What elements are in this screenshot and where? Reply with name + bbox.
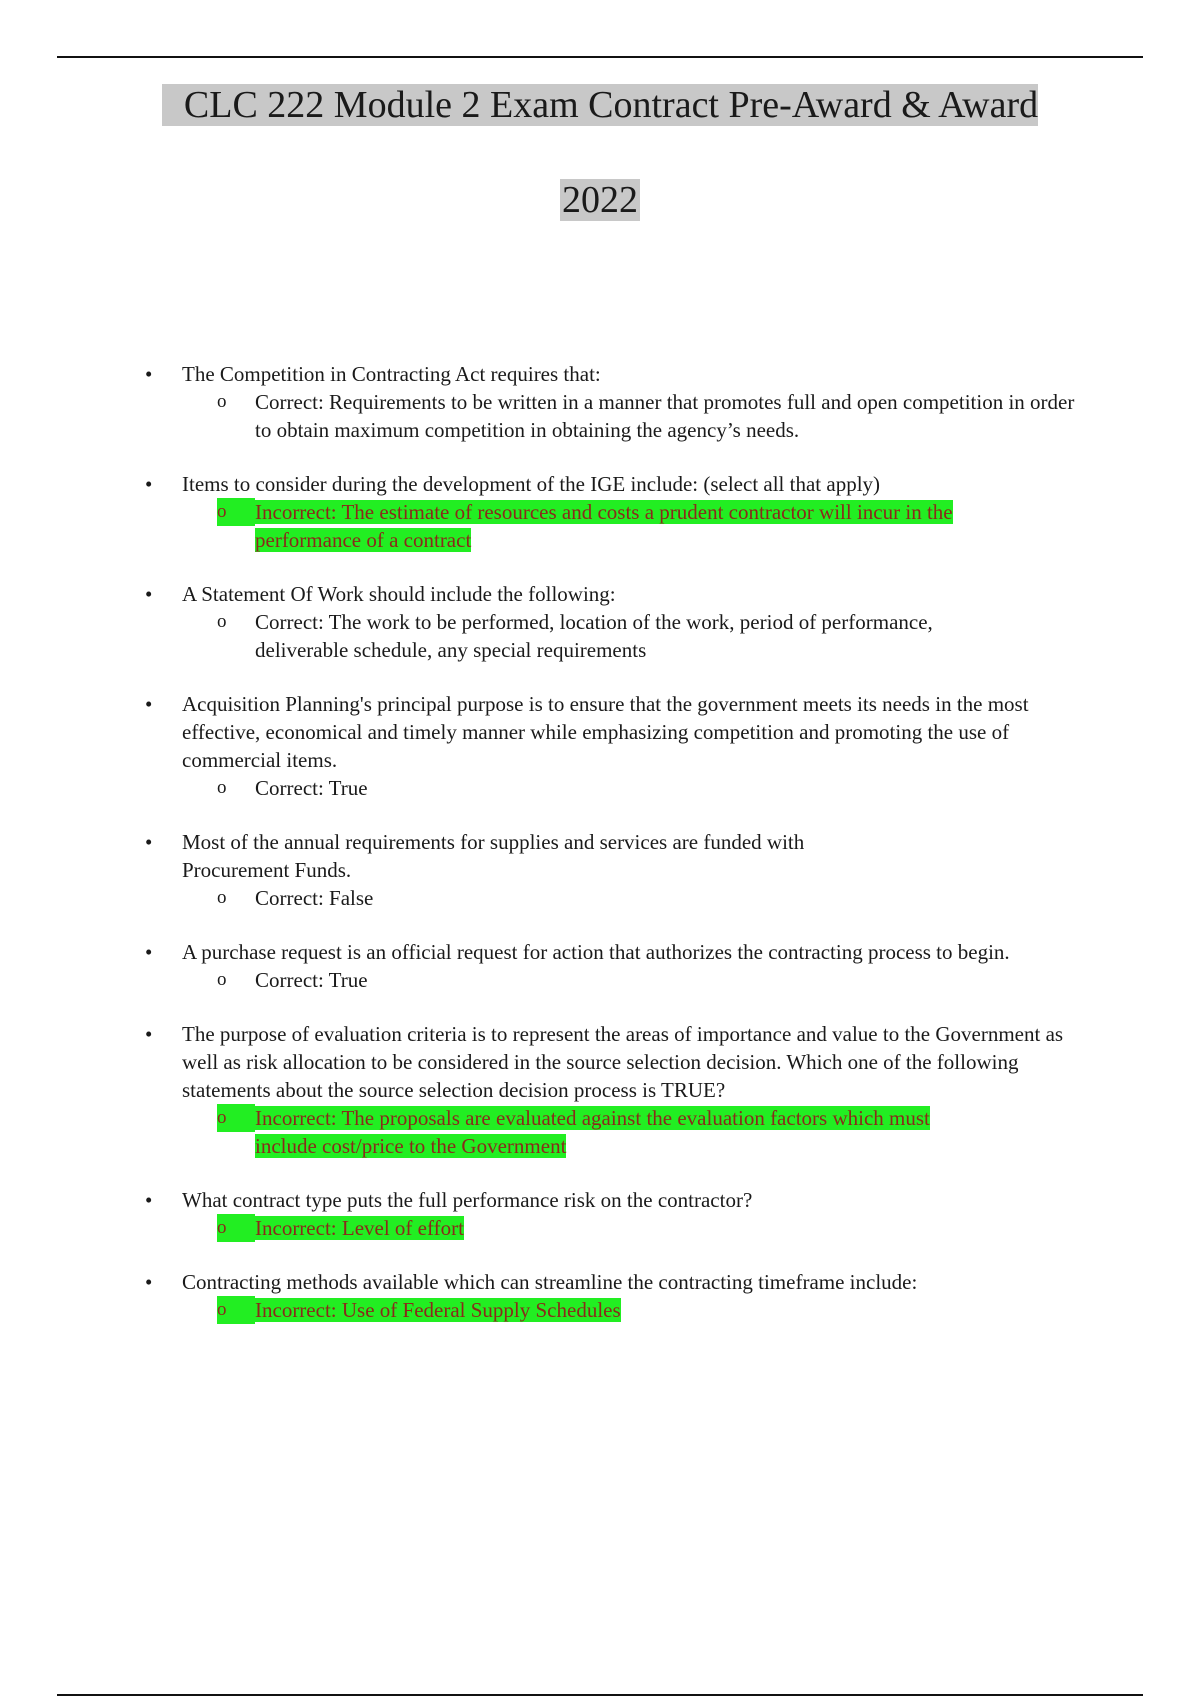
answer-correct (182, 884, 1075, 912)
question-item (145, 1020, 1075, 1160)
bullet-icon: • (145, 940, 153, 964)
bullet-icon: • (145, 362, 153, 386)
question-item (145, 580, 1075, 664)
sub-bullet-icon: o (217, 777, 227, 798)
answer-correct (182, 774, 1075, 802)
question-text: A Statement Of Work should include the following: (182, 582, 616, 606)
bottom-rule (57, 1694, 1143, 1696)
answer-correct (182, 388, 1075, 444)
question-item (145, 1186, 1075, 1242)
answer-incorrect (182, 1296, 1075, 1324)
bullet-icon: • (145, 692, 153, 716)
answer-correct (182, 966, 1075, 994)
question-item (145, 360, 1075, 444)
question-text: A purchase request is an official request for action that authorizes the contracting process to begin. (182, 940, 1010, 964)
answer-incorrect (182, 1214, 1075, 1242)
bullet-icon: • (145, 582, 153, 606)
sub-bullet-icon: o (217, 1296, 255, 1324)
question-item (145, 1268, 1075, 1324)
question-text: Items to consider during the development of the IGE include: (select all that apply) (182, 472, 881, 496)
answer-text: Correct: Requirements to be written in a manner that promotes full and open competition in order to obtain maximum competition in obtaining the agency’s needs. (255, 390, 1075, 442)
question-item (145, 690, 1075, 802)
answer-text: Correct: True (255, 776, 368, 800)
question-item (145, 470, 1075, 554)
answer-text: Correct: False (255, 886, 374, 910)
answer-text: Incorrect: The estimate of resources and costs a prudent contractor will incur in the performance of a contract (255, 500, 953, 552)
sub-bullet-icon: o (217, 391, 227, 412)
question-text: Acquisition Planning's principal purpose is to ensure that the government meets its needs in the most effective, economical and timely manner while emphasizing competition and promoting the use of commercial items. (182, 692, 1029, 772)
sub-bullet-icon: o (217, 1214, 255, 1242)
document-title-line-2: 2022 (562, 179, 638, 221)
document-title (0, 82, 1200, 128)
bullet-icon: • (145, 472, 153, 496)
question-text: What contract type puts the full performance risk on the contractor? (182, 1188, 753, 1212)
sub-bullet-icon: o (217, 887, 227, 908)
bullet-icon: • (145, 1270, 153, 1294)
sub-bullet-icon: o (217, 611, 227, 632)
answer-text: Correct: True (255, 968, 368, 992)
question-text: Most of the annual requirements for supplies and services are funded with Procurement Funds. (182, 830, 805, 882)
question-list (145, 360, 1075, 1324)
bullet-icon: • (145, 830, 153, 854)
answer-text: Incorrect: The proposals are evaluated against the evaluation factors which must include cost/price to the Government (255, 1106, 930, 1158)
document-title-line-1: CLC 222 Module 2 Exam Contract Pre-Award & Award (162, 84, 1038, 126)
answer-text: Incorrect: Level of effort (255, 1216, 464, 1240)
answer-text: Correct: The work to be performed, location of the work, period of performance, deliverable schedule, any special requirements (255, 610, 933, 662)
question-text: Contracting methods available which can streamline the contracting timeframe include: (182, 1270, 918, 1294)
question-item (145, 938, 1075, 994)
top-rule (57, 56, 1143, 58)
bullet-icon: • (145, 1188, 153, 1212)
answer-correct (182, 608, 955, 664)
question-item (145, 828, 1075, 912)
answer-incorrect (182, 1104, 995, 1160)
document-title-year (0, 177, 1200, 223)
answer-incorrect (182, 498, 1045, 554)
answer-text: Incorrect: Use of Federal Supply Schedules (255, 1298, 621, 1322)
question-text: The Competition in Contracting Act requires that: (182, 362, 601, 386)
sub-bullet-icon: o (217, 969, 227, 990)
sub-bullet-icon: o (217, 1104, 255, 1132)
question-text: The purpose of evaluation criteria is to represent the areas of importance and value to the Government as well as risk allocation to be considered in the source selection decision. Which one of the following statements about the source selection decision process is TRUE? (182, 1022, 1064, 1102)
bullet-icon: • (145, 1022, 153, 1046)
sub-bullet-icon: o (217, 498, 255, 526)
